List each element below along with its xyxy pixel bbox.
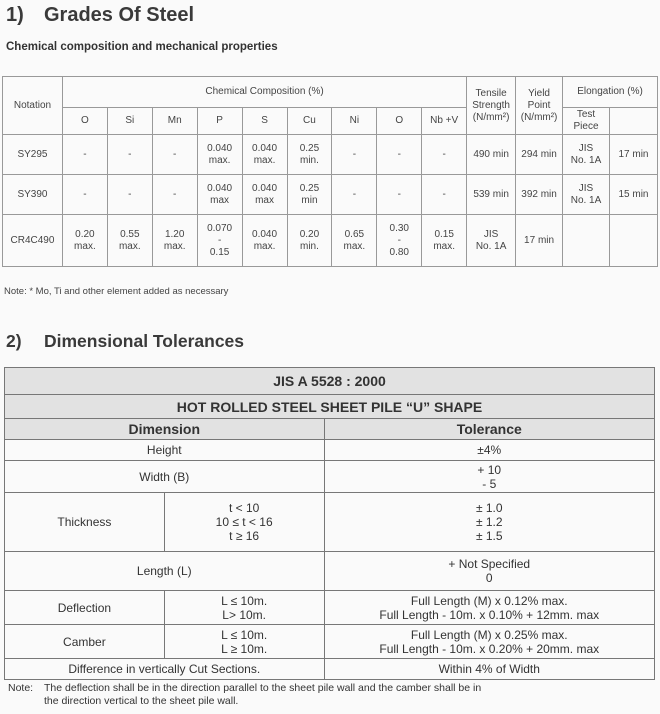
grade-cell bbox=[563, 215, 610, 267]
width-label: Width (B) bbox=[5, 461, 325, 493]
grade-notation: CR4C490 bbox=[3, 215, 63, 267]
section-1-title: Grades Of Steel bbox=[44, 4, 195, 26]
table-row bbox=[3, 135, 658, 175]
grade-cell: - bbox=[62, 175, 107, 215]
grade-cell: 17 min bbox=[609, 135, 657, 175]
grade-cell: 0.30 - 0.80 bbox=[377, 215, 422, 267]
tolerances-note bbox=[8, 682, 481, 708]
grade-cell: - bbox=[422, 175, 467, 215]
grade-cell: 0.040 max bbox=[197, 175, 242, 215]
deflection-conditions: L ≤ 10m. L> 10m. bbox=[164, 591, 324, 625]
header-element: Mn bbox=[152, 108, 197, 135]
grade-cell: 0.070 - 0.15 bbox=[197, 215, 242, 267]
note-line-2: the direction vertical to the sheet pile wall. bbox=[44, 695, 239, 707]
grade-cell: - bbox=[332, 135, 377, 175]
grade-notation: SY390 bbox=[3, 175, 63, 215]
grade-cell: - bbox=[107, 135, 152, 175]
tolerance-header: Tolerance bbox=[324, 419, 654, 440]
note-label: Note: bbox=[8, 682, 34, 694]
thickness-label: Thickness bbox=[5, 493, 165, 552]
grade-cell: 0.040 max. bbox=[197, 135, 242, 175]
header-element: Nb +V bbox=[422, 108, 467, 135]
header-element: O bbox=[62, 108, 107, 135]
grade-cell: 1.20 max. bbox=[152, 215, 197, 267]
grade-cell: 0.25 min bbox=[287, 175, 332, 215]
grade-cell: 17 min bbox=[516, 215, 563, 267]
thickness-conditions: t < 10 10 ≤ t < 16 t ≥ 16 bbox=[164, 493, 324, 552]
grade-cell: 0.20 max. bbox=[62, 215, 107, 267]
section-1-heading bbox=[6, 4, 194, 27]
header-notation: Notation bbox=[3, 77, 63, 135]
grade-cell: 0.040 max. bbox=[242, 135, 287, 175]
grade-cell: 392 min bbox=[516, 175, 563, 215]
standard-title: JIS A 5528 : 2000 bbox=[5, 368, 655, 395]
height-tolerance: ±4% bbox=[324, 440, 654, 461]
difference-label: Difference in vertically Cut Sections. bbox=[5, 659, 325, 680]
grade-cell: - bbox=[332, 175, 377, 215]
grade-notation: SY295 bbox=[3, 135, 63, 175]
grade-cell bbox=[609, 215, 657, 267]
grade-cell: - bbox=[422, 135, 467, 175]
grade-cell: - bbox=[152, 175, 197, 215]
deflection-label: Deflection bbox=[5, 591, 165, 625]
note-line-1: The deflection shall be in the direction parallel to the sheet pile wall and the camber shall be in bbox=[44, 682, 482, 694]
steel-grades-table bbox=[2, 76, 658, 267]
grade-cell: JIS No. 1A bbox=[467, 215, 516, 267]
grade-cell: 0.15 max. bbox=[422, 215, 467, 267]
section-2-number: 2) bbox=[6, 331, 22, 351]
grade-cell: JIS No. 1A bbox=[563, 135, 610, 175]
grade-cell: - bbox=[107, 175, 152, 215]
header-element: O bbox=[377, 108, 422, 135]
length-tolerance: + Not Specified 0 bbox=[324, 552, 654, 591]
grade-cell: 0.55 max. bbox=[107, 215, 152, 267]
section-2-heading bbox=[6, 331, 244, 352]
section-1-subtitle: Chemical composition and mechanical properties bbox=[6, 41, 278, 53]
table-row bbox=[3, 215, 658, 267]
camber-tolerance: Full Length (M) x 0.25% max. Full Length - 10m. x 0.20% + 20mm. max bbox=[324, 625, 654, 659]
section-1-number: 1) bbox=[6, 4, 24, 26]
grade-cell: 0.25 min. bbox=[287, 135, 332, 175]
header-element: Cu bbox=[287, 108, 332, 135]
grade-cell: - bbox=[152, 135, 197, 175]
grade-cell: JIS No. 1A bbox=[563, 175, 610, 215]
grades-note: Note: * Mo, Ti and other element added as necessary bbox=[4, 286, 229, 297]
grade-cell: 15 min bbox=[609, 175, 657, 215]
header-tensile-strength: Tensile Strength (N/mm²) bbox=[467, 77, 516, 135]
header-element: Ni bbox=[332, 108, 377, 135]
length-label: Length (L) bbox=[5, 552, 325, 591]
dimensional-tolerances-table bbox=[4, 367, 655, 680]
thickness-tolerance: ± 1.0 ± 1.2 ± 1.5 bbox=[324, 493, 654, 552]
dimension-header: Dimension bbox=[5, 419, 325, 440]
header-test-piece: Test Piece bbox=[563, 108, 610, 135]
header-element: S bbox=[242, 108, 287, 135]
grade-cell: - bbox=[377, 175, 422, 215]
header-elongation: Elongation (%) bbox=[563, 77, 658, 108]
grade-cell: 0.040 max bbox=[242, 175, 287, 215]
camber-label: Camber bbox=[5, 625, 165, 659]
grade-cell: 0.20 min. bbox=[287, 215, 332, 267]
grade-cell: 0.040 max. bbox=[242, 215, 287, 267]
header-elongation-value bbox=[609, 108, 657, 135]
table-row bbox=[3, 175, 658, 215]
width-tolerance: + 10 - 5 bbox=[324, 461, 654, 493]
header-chemical-composition: Chemical Composition (%) bbox=[62, 77, 466, 108]
header-element: P bbox=[197, 108, 242, 135]
grade-cell: - bbox=[377, 135, 422, 175]
deflection-tolerance: Full Length (M) x 0.12% max. Full Length - 10m. x 0.10% + 12mm. max bbox=[324, 591, 654, 625]
header-yield-point: Yield Point (N/mm²) bbox=[516, 77, 563, 135]
grade-cell: 0.65 max. bbox=[332, 215, 377, 267]
height-label: Height bbox=[5, 440, 325, 461]
difference-tolerance: Within 4% of Width bbox=[324, 659, 654, 680]
product-title: HOT ROLLED STEEL SHEET PILE “U” SHAPE bbox=[5, 395, 655, 419]
grade-cell: 294 min bbox=[516, 135, 563, 175]
grade-cell: - bbox=[62, 135, 107, 175]
camber-conditions: L ≤ 10m. L ≥ 10m. bbox=[164, 625, 324, 659]
grade-cell: 539 min bbox=[467, 175, 516, 215]
section-2-title: Dimensional Tolerances bbox=[44, 331, 245, 351]
grade-cell: 490 min bbox=[467, 135, 516, 175]
header-element: Si bbox=[107, 108, 152, 135]
